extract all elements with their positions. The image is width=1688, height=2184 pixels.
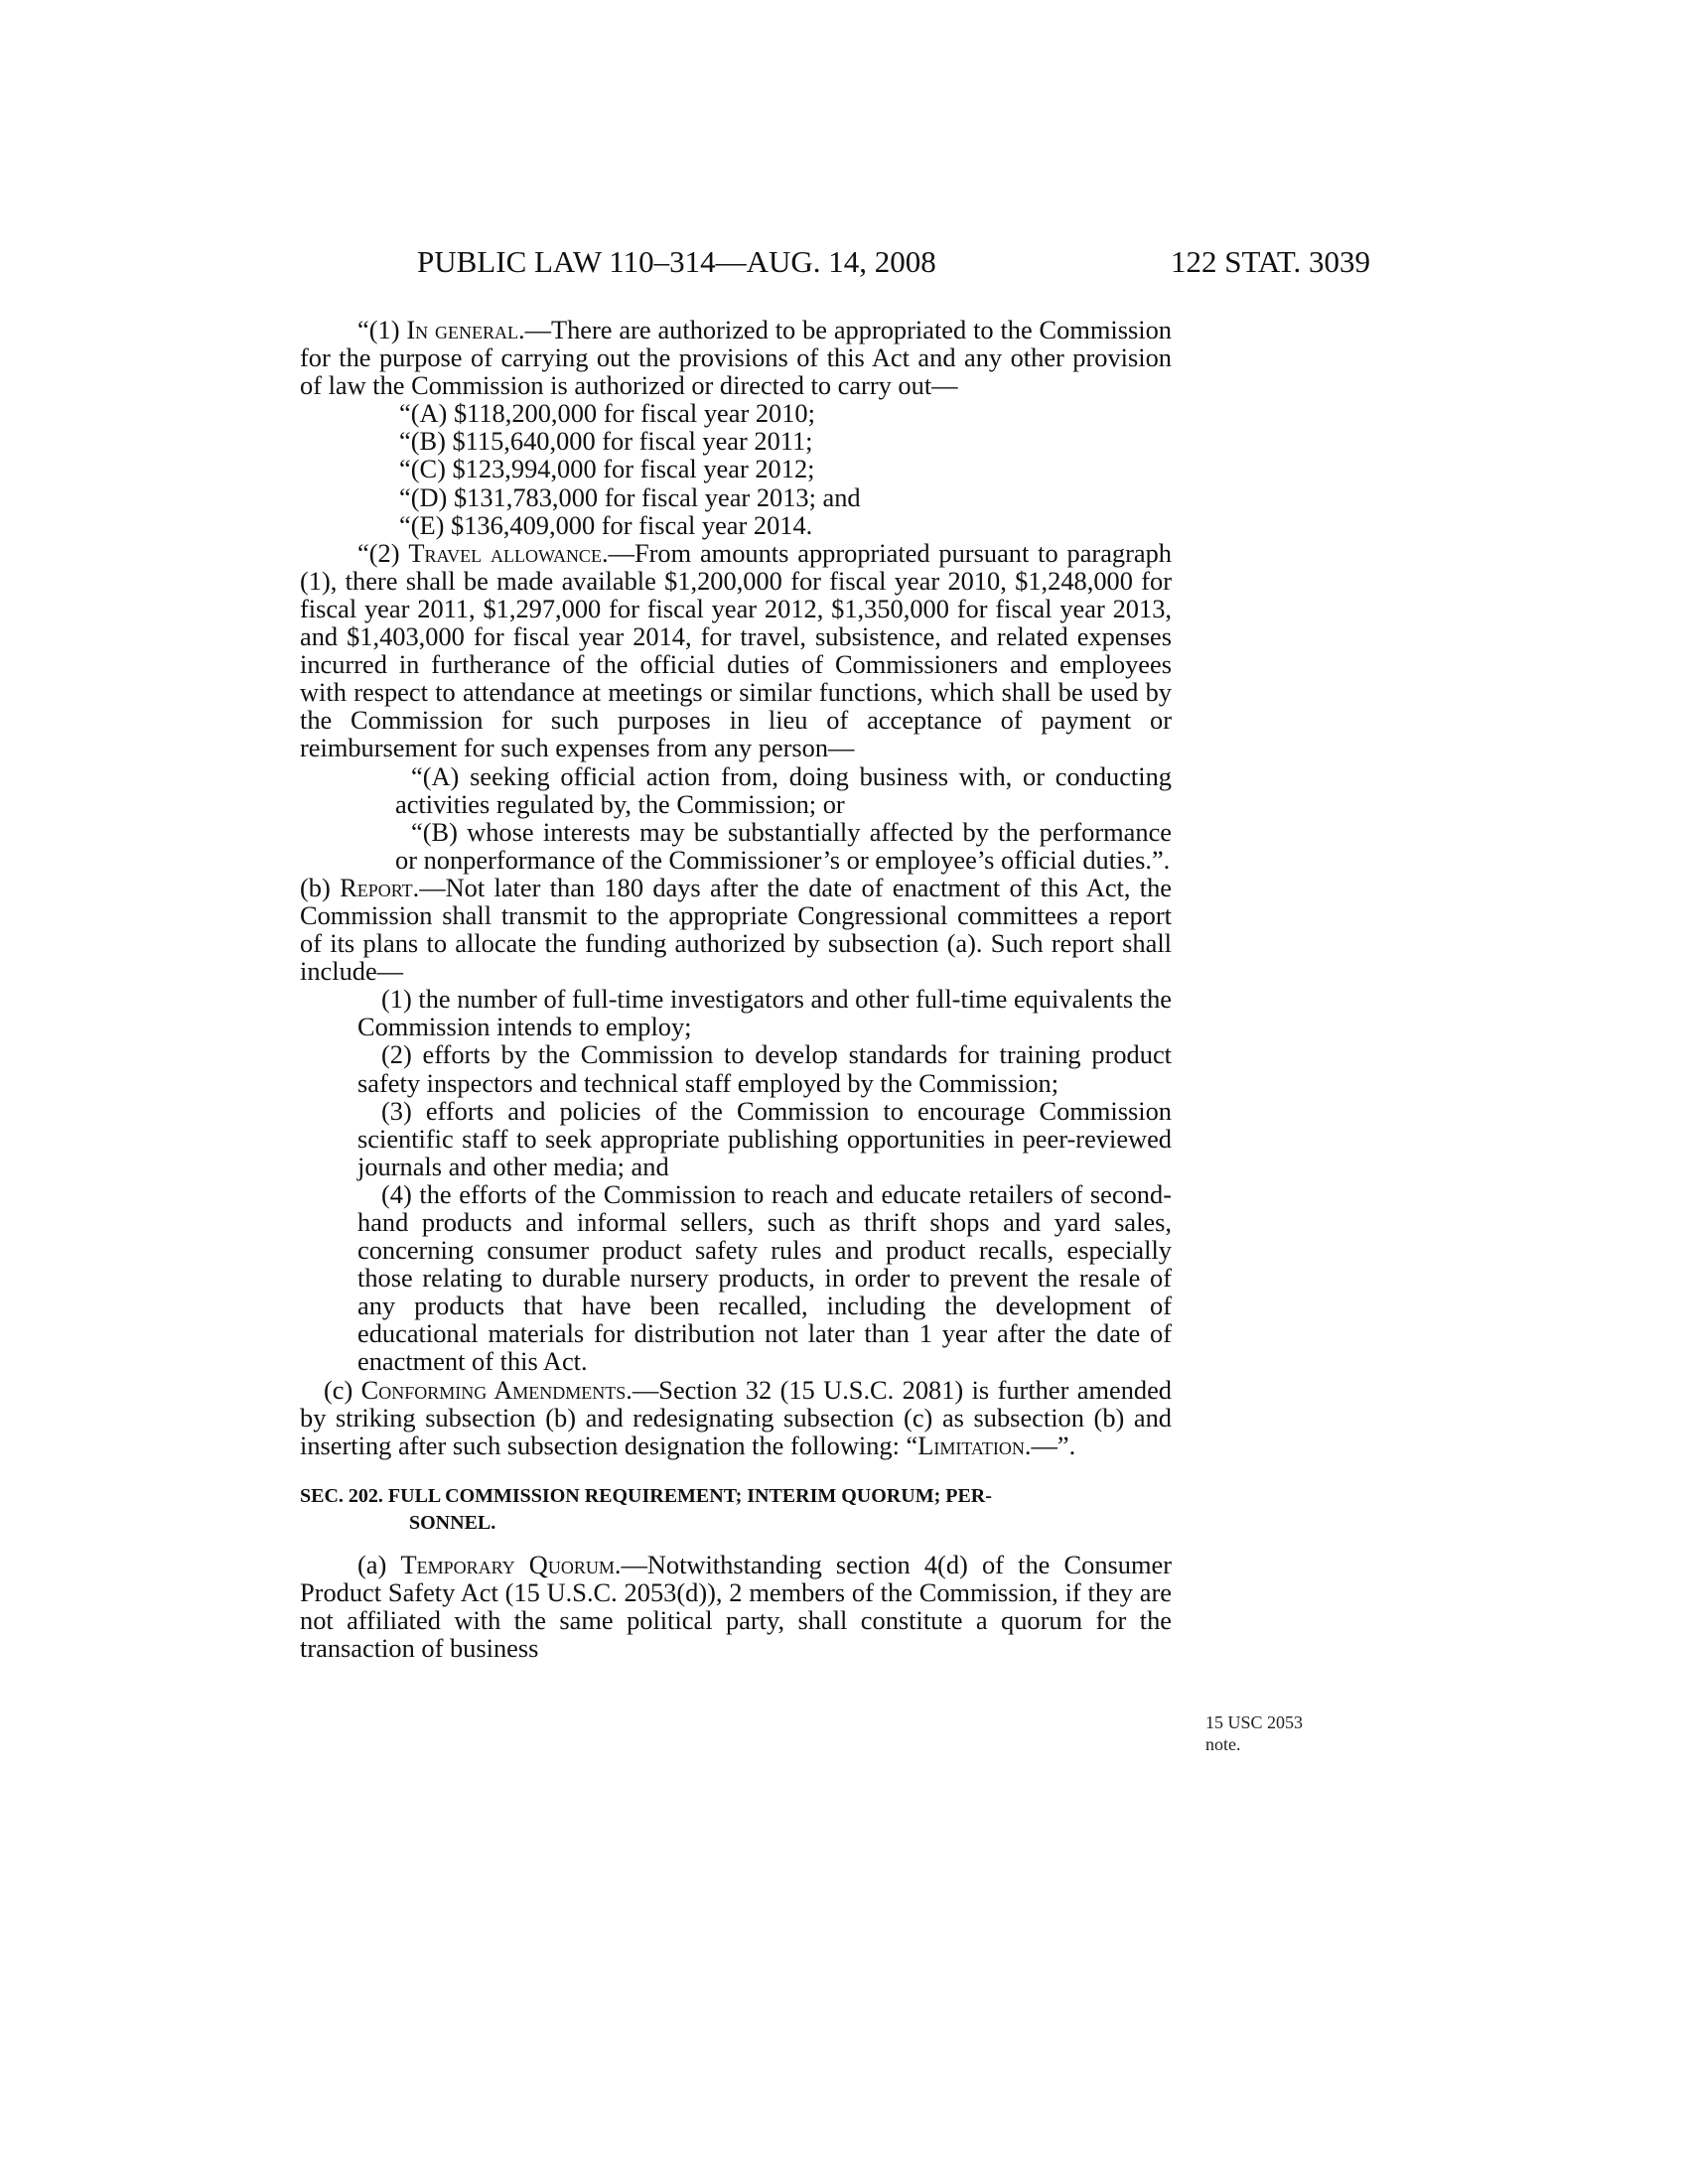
paragraph-1: “(1) In general.—There are authorized to be appropriated to the Commission for the purpose of carrying out the provisions of this Act and any other provision of law the Commission is authorized or directed to carry out— <box>300 315 1172 401</box>
list-item: “(C) $123,994,000 for fiscal year 2012; <box>399 454 815 484</box>
list-item: “(E) $136,409,000 for fiscal year 2014. <box>399 509 813 540</box>
section-heading: SEC. 202. FULL COMMISSION REQUIREMENT; INTERIM QUORUM; PER- SONNEL. <box>300 1484 992 1534</box>
list-item: (2) efforts by the Commission to develop standards for training product safety inspectors and technical staff employed by the Commission; <box>357 1039 1172 1098</box>
list-item: (1) the number of full-time investigators and other full-time equivalents the Commission intends to employ; <box>357 984 1172 1042</box>
subsection-c: (c) Conforming Amendments.—Section 32 (15 U.S.C. 2081) is further amended by striking subsection (b) and redesignating subsection (c) as subsection (b) and inserting after such subsection designation the following: “Limitation.—”. <box>300 1374 1172 1460</box>
paragraph-heading: Travel allowance <box>408 537 602 568</box>
list-item: “(A) $118,200,000 for fiscal year 2010; <box>399 398 815 429</box>
subsection-heading: Report <box>340 872 413 902</box>
subsection-b: (b) Report.—Not later than 180 days after the date of enactment of this Act, the Commission shall transmit to the appropriate Congressional committees a report of its plans to allocate the funding authorized by subsection (a). Such report shall include— <box>300 872 1173 987</box>
body-text <box>300 316 1172 1662</box>
margin-note: 15 USC 2053 note. <box>1205 1712 1304 1754</box>
subsection-heading: Temporary Quorum <box>400 1549 615 1579</box>
list-item: “(B) whose interests may be substantially affected by the performance or nonperformance of the Commissioner’s or employee’s official duties.”. <box>395 816 1172 875</box>
list-item: “(A) seeking official action from, doing business with, or conducting activities regulated by, the Commission; or <box>395 760 1172 819</box>
header-page-ref: 122 STAT. 3039 <box>1170 244 1370 279</box>
header-title: PUBLIC LAW 110–314—AUG. 14, 2008 <box>417 244 936 279</box>
list-item: (3) efforts and policies of the Commission to encourage Commission scientific staff to seek appropriate publishing opportunities in peer-reviewed journals and other media; and <box>357 1095 1172 1181</box>
list-item: “(D) $131,783,000 for fiscal year 2013; and <box>399 481 861 512</box>
subsection-heading: Conforming Amendments <box>360 1374 627 1405</box>
paragraph-heading: In general <box>406 315 518 344</box>
subsection-a: (a) Temporary Quorum.—Notwithstanding section 4(d) of the Consumer Product Safety Act (15 U.S.C. 2053(d)), 2 members of the Commission, if they are not affiliated with the same political party, shall constitute a quorum for the transaction of business <box>300 1549 1173 1664</box>
list-item: (4) the efforts of the Commission to reach and educate retailers of second-hand products and informal sellers, such as thrift shops and yard sales, concerning consumer product safety rules and product recalls, especially those relating to durable nursery products, in order to prevent the resale of any products that have been recalled, including the development of educational materials for distribution not later than 1 year after the date of enactment of this Act. <box>357 1178 1172 1377</box>
page-header <box>417 244 1370 290</box>
paragraph-2: “(2) Travel allowance.—From amounts appropriated pursuant to paragraph (1), there shall be made available $1,200,000 for fiscal year 2010, $1,248,000 for fiscal year 2011, $1,297,000 for fiscal year 2012, $1,350,000 for fiscal year 2013, and $1,403,000 for fiscal year 2014, for travel, subsistence, and related expenses incurred in furtherance of the official duties of Commissioners and employees with respect to attendance at meetings or similar functions, which shall be used by the Commission for such purposes in lieu of acceptance of payment or reimbursement for such expenses from any person— <box>300 537 1172 763</box>
list-item: “(B) $115,640,000 for fiscal year 2011; <box>399 426 813 457</box>
